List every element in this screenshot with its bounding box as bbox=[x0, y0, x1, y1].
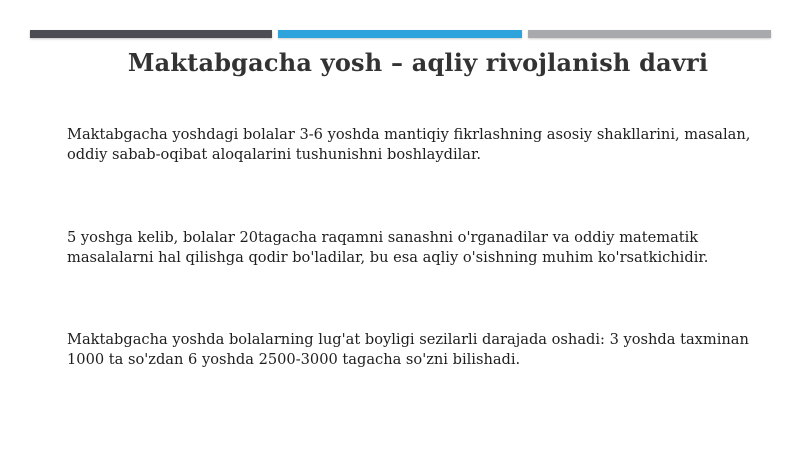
header-bar-dark bbox=[30, 30, 272, 38]
paragraph-logical-thinking: Maktabgacha yoshdagi bolalar 3-6 yoshda mantiqiy fikrlashning asosiy shakllarini, masalan, oddiy sabab-oqibat aloqalarini tushunishni boshlaydilar. bbox=[67, 126, 751, 163]
paragraph-vocabulary: Maktabgacha yoshda bolalarning lug'at boyligi sezilarli darajada oshadi: 3 yoshda taxminan 1000 ta so'zdan 6 yoshda 2500-3000 tagacha so'zni bilishadi. bbox=[67, 331, 749, 368]
header-bar-gray bbox=[528, 30, 771, 38]
slide-title: Maktabgacha yosh – aqliy rivojlanish davri bbox=[127, 48, 709, 77]
paragraph-counting: 5 yoshga kelib, bolalar 20tagacha raqamni sanashni o'rganadilar va oddiy matematik masalalarni hal qilishga qodir bo'ladilar, bu esa aqliy o'sishning muhim ko'rsatkichidir. bbox=[67, 229, 709, 266]
header-bar-blue bbox=[278, 30, 522, 38]
